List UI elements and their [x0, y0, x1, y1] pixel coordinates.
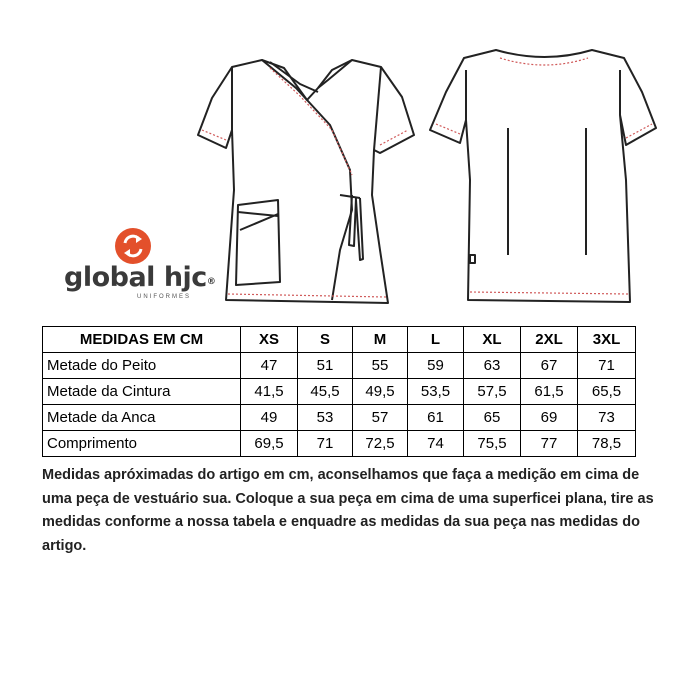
row-label: Metade da Anca [43, 405, 241, 431]
table-cell: 65 [464, 405, 521, 431]
table-cell: 57,5 [464, 379, 521, 405]
table-cell: 77 [521, 431, 578, 457]
table-cell: 41,5 [241, 379, 298, 405]
logo-wordmark: global hjc® [64, 262, 216, 293]
table-cell: 55 [353, 353, 408, 379]
table-cell: 45,5 [298, 379, 353, 405]
table-row [43, 379, 636, 405]
table-cell: 71 [578, 353, 636, 379]
brand-logo [64, 228, 234, 300]
table-cell: 57 [353, 405, 408, 431]
header-size-m: M [353, 327, 408, 353]
table-cell: 59 [408, 353, 464, 379]
table-row [43, 353, 636, 379]
table-row [43, 431, 636, 457]
header-size-xl: XL [464, 327, 521, 353]
size-chart-table [42, 326, 636, 457]
table-cell: 69 [521, 405, 578, 431]
table-cell: 65,5 [578, 379, 636, 405]
table-cell: 47 [241, 353, 298, 379]
table-cell: 73 [578, 405, 636, 431]
row-label: Metade da Cintura [43, 379, 241, 405]
table-cell: 51 [298, 353, 353, 379]
table-cell: 49,5 [353, 379, 408, 405]
table-cell: 72,5 [353, 431, 408, 457]
table-cell: 78,5 [578, 431, 636, 457]
table-cell: 61,5 [521, 379, 578, 405]
table-cell: 67 [521, 353, 578, 379]
table-row [43, 405, 636, 431]
swap-arrows-icon [115, 228, 151, 264]
table-header-row [43, 327, 636, 353]
table-cell: 53 [298, 405, 353, 431]
header-size-l: L [408, 327, 464, 353]
row-label: Metade do Peito [43, 353, 241, 379]
table-cell: 49 [241, 405, 298, 431]
logo-mark [115, 228, 151, 264]
table-cell: 71 [298, 431, 353, 457]
table-cell: 74 [408, 431, 464, 457]
table-cell: 61 [408, 405, 464, 431]
back-view-drawing [430, 50, 656, 302]
header-size-s: S [298, 327, 353, 353]
header-size-2xl: 2XL [521, 327, 578, 353]
header-measurements-label: MEDIDAS EM CM [43, 327, 241, 353]
logo-tagline: UNIFORMES [137, 294, 191, 300]
table-cell: 63 [464, 353, 521, 379]
table-cell: 53,5 [408, 379, 464, 405]
measurement-note: Medidas apróximadas do artigo em cm, aconselhamos que faça a medição em cima de uma peça de vestuário sua. Coloque a sua peça em cima de uma superficei plana, tire as medidas conforme a nossa tabela e enquadre as medidas da sua peça nas medidas do artigo. [42, 467, 654, 554]
header-size-xs: XS [241, 327, 298, 353]
header-size-3xl: 3XL [578, 327, 636, 353]
table-cell: 69,5 [241, 431, 298, 457]
table-cell: 75,5 [464, 431, 521, 457]
row-label: Comprimento [43, 431, 241, 457]
